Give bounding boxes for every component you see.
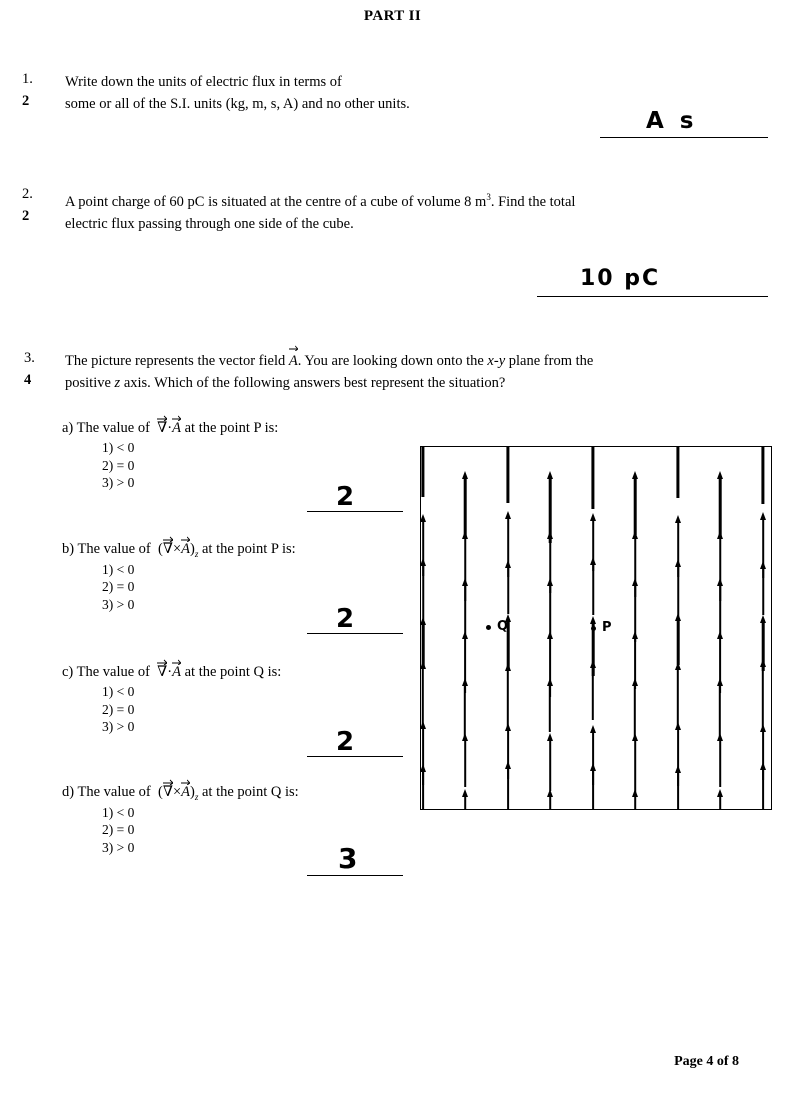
subquestion-d-label: d) xyxy=(62,784,75,800)
question-3-marks: 4 xyxy=(24,372,32,388)
field-arrow xyxy=(544,578,556,638)
arrow-shaft xyxy=(719,476,722,539)
divergence-operator-c: ∇· A xyxy=(154,664,181,680)
option-d-3[interactable]: 3) > 0 xyxy=(102,839,135,855)
arrow-head-icon xyxy=(547,531,553,539)
answer-line-a[interactable] xyxy=(307,511,403,512)
question-2-text xyxy=(65,186,575,235)
arrow-head-icon xyxy=(590,616,596,624)
field-arrow xyxy=(502,761,514,809)
field-arrow xyxy=(587,557,599,615)
arrow-head-icon xyxy=(462,578,468,586)
arrow-head-icon xyxy=(717,471,723,479)
arrow-head-icon xyxy=(505,560,511,568)
field-arrow xyxy=(421,447,429,497)
arrow-head-icon xyxy=(505,723,511,731)
arrow-head-icon xyxy=(717,789,723,797)
field-arrow xyxy=(714,789,726,809)
arrow-head-icon xyxy=(505,663,511,671)
question-2-marks: 2 xyxy=(22,208,30,224)
arrow-head-icon xyxy=(505,511,511,519)
field-arrow xyxy=(421,764,429,809)
field-arrow xyxy=(714,733,726,787)
field-arrow xyxy=(459,578,471,634)
divergence-operator-a: ∇· A xyxy=(154,420,181,436)
arrow-head-icon xyxy=(632,631,638,639)
curl-z-operator-d: ( ∇× $A)_z$ xyxy=(154,784,198,800)
question-1-marks: 2 xyxy=(22,93,30,109)
handwritten-answer-d: 3 xyxy=(338,842,358,875)
field-arrow xyxy=(672,613,684,665)
arrow-shaft xyxy=(677,618,680,665)
arrow-head-icon xyxy=(717,531,723,539)
field-arrow xyxy=(544,678,556,732)
option-a-1[interactable]: 1) < 0 xyxy=(102,440,135,455)
point-p-label: P xyxy=(602,620,612,635)
arrow-head-icon xyxy=(675,515,681,523)
subquestion-d-options xyxy=(102,804,299,857)
vector-field-diagram xyxy=(420,446,772,810)
page-title: PART II xyxy=(363,8,422,24)
subquestion-a-options xyxy=(102,439,278,492)
arrow-shaft xyxy=(592,665,594,720)
subquestion-d xyxy=(62,784,299,856)
arrow-head-icon xyxy=(632,578,638,586)
field-arrow xyxy=(459,471,471,539)
handwritten-answer-c: 2 xyxy=(336,727,355,757)
arrow-head-icon xyxy=(717,733,723,741)
arrow-head-icon xyxy=(760,762,766,770)
field-arrow xyxy=(544,789,556,809)
field-arrow xyxy=(459,789,471,809)
question-3-number: 3. xyxy=(24,350,35,366)
arrow-head-icon xyxy=(547,578,553,586)
arrow-head-icon xyxy=(421,558,426,566)
arrow-head-icon xyxy=(675,662,681,670)
field-arrow xyxy=(502,663,514,731)
curl-z-operator-b: ( ∇× $A)_z$ xyxy=(154,541,198,557)
subquestion-c-label: c) xyxy=(62,664,74,680)
subquestion-b-label: b) xyxy=(62,541,75,557)
arrow-shaft xyxy=(761,447,764,504)
arrow-head-icon xyxy=(760,615,766,623)
option-d-2[interactable]: 2) = 0 xyxy=(102,822,135,838)
field-arrow xyxy=(757,762,769,809)
arrow-shaft xyxy=(464,583,466,634)
arrow-shaft xyxy=(591,447,594,509)
field-arrow xyxy=(629,678,641,736)
arrow-head-icon xyxy=(760,512,766,520)
question-2-number: 2. xyxy=(22,186,33,202)
arrow-head-icon xyxy=(632,531,638,539)
option-b-1[interactable]: 1) < 0 xyxy=(102,561,135,577)
handwritten-answer-b: 2 xyxy=(336,604,355,634)
handwritten-answer-a: 2 xyxy=(336,482,355,512)
field-arrow xyxy=(421,558,429,620)
arrow-head-icon xyxy=(675,613,681,621)
arrow-head-icon xyxy=(632,678,638,686)
field-arrow xyxy=(459,733,471,787)
arrow-head-icon xyxy=(717,578,723,586)
arrow-shaft xyxy=(507,668,509,731)
arrow-head-icon xyxy=(505,761,511,769)
arrow-head-icon xyxy=(590,513,596,521)
option-b-2[interactable]: 2) = 0 xyxy=(102,579,135,595)
arrow-head-icon xyxy=(421,661,426,669)
subquestion-a xyxy=(62,420,278,492)
option-d-1[interactable]: 1) < 0 xyxy=(102,804,135,820)
handwritten-answer-q1: A s xyxy=(646,108,698,134)
arrow-shaft xyxy=(762,767,764,809)
subquestion-a-prefix: The value of xyxy=(76,420,150,436)
page-footer: Page 4 of 8 xyxy=(674,1054,739,1069)
arrow-head-icon xyxy=(421,514,426,522)
arrow-shaft xyxy=(549,738,551,791)
option-c-2[interactable]: 2) = 0 xyxy=(102,701,135,717)
arrow-shaft xyxy=(719,583,721,634)
arrow-shaft xyxy=(762,566,764,615)
question-3-text xyxy=(65,350,593,394)
arrow-shaft xyxy=(677,667,679,726)
question-1-line-1: Write down the units of electric flux in terms of xyxy=(65,74,342,90)
arrow-head-icon xyxy=(717,678,723,686)
handwritten-answer-q2: 10 pC xyxy=(580,266,661,291)
arrow-head-icon xyxy=(462,789,468,797)
subquestion-b-head xyxy=(62,541,296,559)
arrow-head-icon xyxy=(547,631,553,639)
arrow-shaft xyxy=(719,738,721,787)
arrow-head-icon xyxy=(590,725,596,733)
option-a-3[interactable]: 3) > 0 xyxy=(102,475,135,490)
field-arrow xyxy=(672,765,684,809)
question-1-text xyxy=(65,71,410,115)
option-a-2[interactable]: 2) = 0 xyxy=(102,457,135,473)
answer-line-d[interactable] xyxy=(307,875,403,876)
arrow-head-icon xyxy=(421,721,426,729)
arrow-head-icon xyxy=(760,561,766,569)
arrow-shaft xyxy=(676,447,679,498)
field-arrow xyxy=(714,578,726,634)
arrow-shaft xyxy=(634,738,636,795)
point-q-label: Q xyxy=(497,619,509,634)
question-1-line-2: some or all of the S.I. units (kg, m, s, A) and no other units. xyxy=(65,96,410,112)
arrow-shaft xyxy=(464,683,466,740)
arrow-shaft xyxy=(592,768,594,809)
field-arrow xyxy=(587,763,599,809)
answer-line-q1[interactable] xyxy=(600,137,768,138)
arrow-shaft xyxy=(507,766,509,809)
arrow-shaft xyxy=(719,683,721,740)
question-3-line-2: positive z axis. Which of the following answers best represent the situation? xyxy=(65,375,506,391)
field-arrow xyxy=(421,661,429,725)
point-p-dot xyxy=(591,626,596,631)
arrow-head-icon xyxy=(462,471,468,479)
field-arrow xyxy=(629,733,641,795)
arrow-head-icon xyxy=(462,678,468,686)
subquestion-c-head xyxy=(62,664,281,681)
arrow-head-icon xyxy=(717,631,723,639)
field-arrow xyxy=(714,471,726,539)
arrow-shaft xyxy=(421,447,424,497)
arrow-head-icon xyxy=(632,471,638,479)
answer-line-q2[interactable] xyxy=(537,296,768,297)
subquestion-a-head xyxy=(62,420,278,437)
arrow-head-icon xyxy=(675,765,681,773)
arrow-head-icon xyxy=(547,678,553,686)
arrow-head-icon xyxy=(547,789,553,797)
arrow-shaft xyxy=(507,565,509,614)
subquestion-a-suffix: at the point P is: xyxy=(184,420,279,436)
field-arrow xyxy=(757,447,769,504)
arrow-head-icon xyxy=(760,724,766,732)
arrow-head-icon xyxy=(462,631,468,639)
field-arrow xyxy=(502,560,514,614)
field-arrow xyxy=(502,447,514,503)
arrow-shaft xyxy=(592,562,594,615)
field-arrow xyxy=(672,447,684,498)
arrow-head-icon xyxy=(632,789,638,797)
answer-line-c[interactable] xyxy=(307,756,403,757)
question-1-number: 1. xyxy=(22,71,33,87)
subquestion-d-head xyxy=(62,784,299,802)
subquestion-b-options xyxy=(102,561,296,614)
arrow-head-icon xyxy=(675,559,681,567)
question-2-line-1: A point charge of 60 pC is situated at the centre of a cube of volume 8 $m^3$. Find the total xyxy=(65,192,576,210)
subquestion-a-label: a) xyxy=(62,420,74,436)
field-arrow xyxy=(757,561,769,615)
arrow-head-icon xyxy=(760,659,766,667)
arrow-shaft xyxy=(464,738,466,787)
arrow-shaft xyxy=(634,683,636,736)
subquestion-c-suffix: at the point Q is: xyxy=(184,664,282,680)
field-arrow xyxy=(672,559,684,621)
arrow-shaft xyxy=(422,769,424,809)
arrow-shaft xyxy=(464,476,467,539)
arrow-shaft xyxy=(422,666,424,725)
subquestion-c xyxy=(62,664,281,736)
arrow-shaft xyxy=(634,476,637,535)
field-arrow xyxy=(587,660,599,720)
question-3-line-1: The picture represents the vector field A. You are looking down onto the x-y plane from the xyxy=(65,350,593,372)
option-b-3[interactable]: 3) > 0 xyxy=(102,596,135,612)
field-arrow xyxy=(544,733,556,791)
arrow-head-icon xyxy=(675,722,681,730)
arrow-shaft xyxy=(422,563,424,620)
arrow-head-icon xyxy=(462,531,468,539)
field-arrow xyxy=(672,662,684,726)
subquestion-b-prefix: The value of xyxy=(77,541,151,557)
option-c-1[interactable]: 1) < 0 xyxy=(102,684,135,699)
subquestion-d-suffix: at the point Q is: xyxy=(202,784,299,800)
arrow-shaft xyxy=(506,447,509,503)
field-arrow xyxy=(714,678,726,740)
arrow-head-icon xyxy=(632,733,638,741)
subquestion-c-options xyxy=(102,683,281,736)
point-q-dot xyxy=(486,625,491,630)
arrow-shaft xyxy=(549,583,551,638)
field-arrow xyxy=(629,789,641,809)
option-c-3[interactable]: 3) > 0 xyxy=(102,719,135,734)
arrow-head-icon xyxy=(462,733,468,741)
arrow-head-icon xyxy=(421,764,426,772)
subquestion-d-prefix: The value of xyxy=(77,784,151,800)
arrow-shaft xyxy=(762,664,764,727)
arrow-head-icon xyxy=(590,660,596,668)
field-arrow xyxy=(459,678,471,740)
arrow-head-icon xyxy=(547,471,553,479)
arrow-shaft xyxy=(677,770,679,809)
field-arrow xyxy=(587,447,599,509)
arrow-shaft xyxy=(549,683,551,732)
answer-line-b[interactable] xyxy=(307,633,403,634)
field-arrow xyxy=(757,659,769,727)
vector-field-arrow-layer xyxy=(421,447,771,809)
subquestion-c-prefix: The value of xyxy=(76,664,150,680)
subquestion-b xyxy=(62,541,296,613)
arrow-head-icon xyxy=(421,617,426,625)
arrow-head-icon xyxy=(590,763,596,771)
question-2-line-2: electric flux passing through one side of the cube. xyxy=(65,215,354,232)
subquestion-b-suffix: at the point P is: xyxy=(202,541,296,557)
arrow-head-icon xyxy=(547,733,553,741)
field-arrow xyxy=(629,471,641,535)
arrow-head-icon xyxy=(590,557,596,565)
